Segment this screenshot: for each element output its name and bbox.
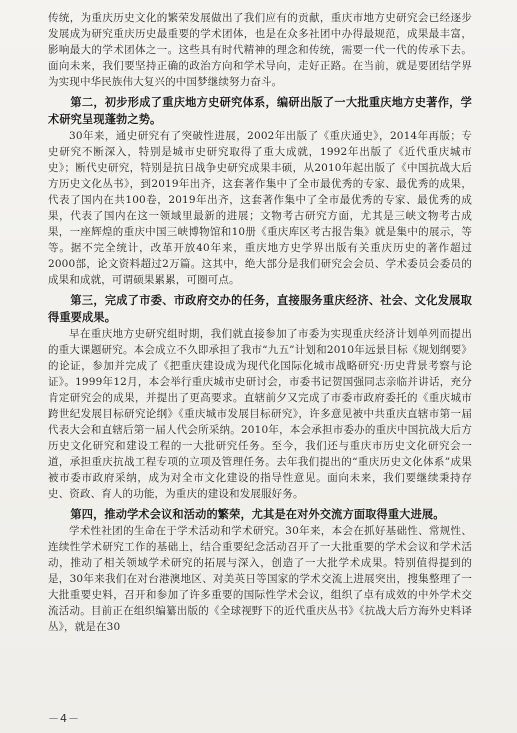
section-2-heading: 第二，初步形成了重庆地方史研究体系，编研出版了一大批重庆地方史著作，学术研究呈现蓬勃之势。 [48,96,472,126]
page-body [48,10,472,635]
page-number: －4－ [48,712,80,725]
section-2-paragraph: 30年来，通史研究有了突破性进展，2002年出版了《重庆通史》，2014年再版；专史研究不断深入，特别是城市史研究取得了重大成就，1992年出版了《近代重庆城市史》；断代史研究，特别是抗日战争史研究成果丰硕，从2010年起出版了《中国抗战大后方历史文化丛书》，到2019年出齐，这套著作集中了全市最优秀的专家、最优秀的成果，代表了国内在共100卷，2019年出齐，这套著作集中了全市最优秀的专家、最优秀的成果，代表了国内在这一领域里最新的进展；文物考古研究方面，尤其是三峡文物考古成果，一座辉煌的重庆中国三峡博物馆和10册《重庆库区考古报告集》就是集中的展示，等等。据不完全统计，改革开放40年来，重庆地方史学界出版有关重庆历史的著作超过2000部，论文资料超过2万篇。这其中，绝大部分是我们研究会会员、学术委员会委员的成果和成就，可谓硕果累累，可圈可点。 [48,130,472,286]
section-3-paragraph: 早在重庆地方史研究组时期，我们就直接参加了市委为实现重庆经济计划单列而提出的重大课题研究。本会成立不久即承担了我市“九五”计划和2010年远景目标《规划纲要》的论证，参加并完成了《把重庆建设成为现代化国际化城市战略研究·历史背景考察与论证》。1999年12月，本会举行重庆城市史研讨会，市委书记贺国强同志亲临并讲话，充分肯定研究会的成果，并提出了更高要求。直辖前夕又完成了市委市政府委托的《重庆城市跨世纪发展目标研究论纲》《重庆城市发展目标研究》，许多意见被中共重庆直辖市第一届代表大会和直辖后第一届人代会所采纳。2010年，本会承担市委办的重庆中国抗战大后方历史文化研究和建设工程的一大批研究任务。至今，我们还与重庆市历史文化研究会一道，承担重庆抗战工程专项的立项及管理任务。去年我们提出的“重庆历史文化体系”成果被市委市政府采纳，成为对全市文化建设的指导性意见。面向未来，我们要继续秉持存史、资政、育人的功能，为重庆的建设和发展服好务。 [48,328,472,500]
intro-paragraph: 传统，为重庆历史文化的繁荣发展做出了我们应有的贡献，重庆市地方史研究会已经逐步发展成为研究重庆历史最重要的学术团体，也是在众多社团中办得最规范，成果最丰富，影响最大的学术团体之一。这些具有时代精神的理念和传统，需要一代一代的传承下去。面向未来，我们要坚持正确的政治方向和学术导向，走好正路。在当前，就是要团结学界为实现中华民族伟大复兴的中国梦继续努力奋斗。 [48,12,472,88]
section-3-heading: 第三，完成了市委、市政府交办的任务，直接服务重庆经济、社会、文化发展取得重要成果。 [48,294,472,324]
section-4-heading: 第四，推动学术会议和活动的繁荣，尤其是在对外交流方面取得重大进展。 [70,508,445,521]
section-4-paragraph: 学术性社团的生命在于学术活动和学术研究。30年来，本会在抓好基础性、常规性、连续性学术研究工作的基础上，结合重要纪念活动召开了一大批重要的学术会议和学术活动，推动了相关领域学术研究的拓展与深入，创造了一大批学术成果。特别值得提到的是，30年来我们在对台港澳地区、对美英日等国家的学术交流上进展突出，搜集整理了一大批重要史料，召开和参加了许多重要的国际性学术会议，组织了卓有成效的中外学术交流活动。目前正在组织编纂出版的《全球视野下的近代重庆丛书》《抗战大后方海外史料译丛》，就是在30 [48,525,472,633]
